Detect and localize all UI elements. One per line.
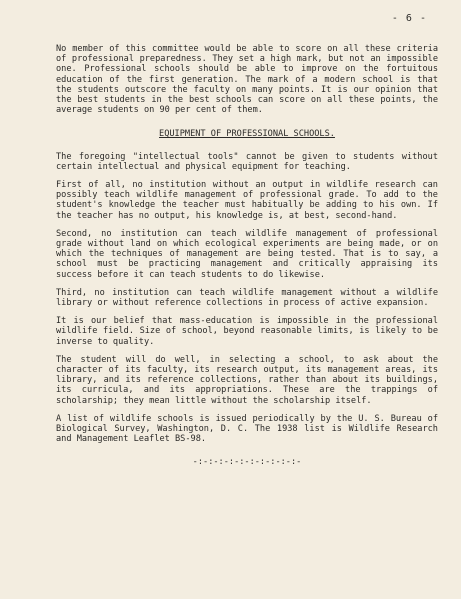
page-number: - 6 -: [391, 13, 427, 24]
paragraph: The student will do well, in selecting a school, to ask about the character of its faculty, its research output, its management areas, its library, and its reference collections, rather than about its buildings, its curricula, and its appropriations. These are the trappings of scholarship; they mean little without the scholarship itself.: [56, 354, 438, 406]
paragraph: No member of this committee would be able to score on all these criteria of professional preparedness. They set a high mark, but not an impossible one. Professional schools should be able to improve on the fortuitous education of the first generation. The mark of a modern school is that the students outscore the faculty on many points. It is our opinion that the best students in the best schools can score on all these points, the average students on 90 per cent of them.: [56, 44, 438, 116]
paragraph: It is our belief that mass-education is impossible in the professional wildlife field. Size of school, beyond reasonable limits, is likely to be inverse to quality.: [56, 316, 438, 347]
document-body: [56, 44, 438, 467]
section-heading: EQUIPMENT OF PROFESSIONAL SCHOOLS.: [159, 129, 335, 140]
paragraph: First of all, no institution without an output in wildlife research can possibly teach wildlife management of professional grade. To add to the student's knowledge the teacher must habitually be adding to his own. If the teacher has no output, his knowledge is, at best, second-hand.: [56, 180, 438, 221]
paragraph: Second, no institution can teach wildlife management of professional grade without land on which ecological experiments are being made, or on which the techniques of management are being tested. That is to say, a school must be practicing management and critically appraising its success before it can teach students to do likewise.: [56, 228, 438, 280]
paragraph: A list of wildlife schools is issued periodically by the U. S. Bureau of Biological Survey, Washington, D. C. The 1938 list is Wildlife Research and Management Leaflet BS-98.: [56, 413, 438, 445]
paragraph: Third, no institution can teach wildlife management without a wildlife library or without reference collections in process of active expansion.: [56, 287, 438, 309]
end-mark: -:-:-:-:-:-:-:-:-:-:-: [192, 456, 302, 467]
paragraph: The foregoing "intellectual tools" cannot be given to students without certain intellectual and physical equipment for teaching.: [56, 151, 438, 172]
